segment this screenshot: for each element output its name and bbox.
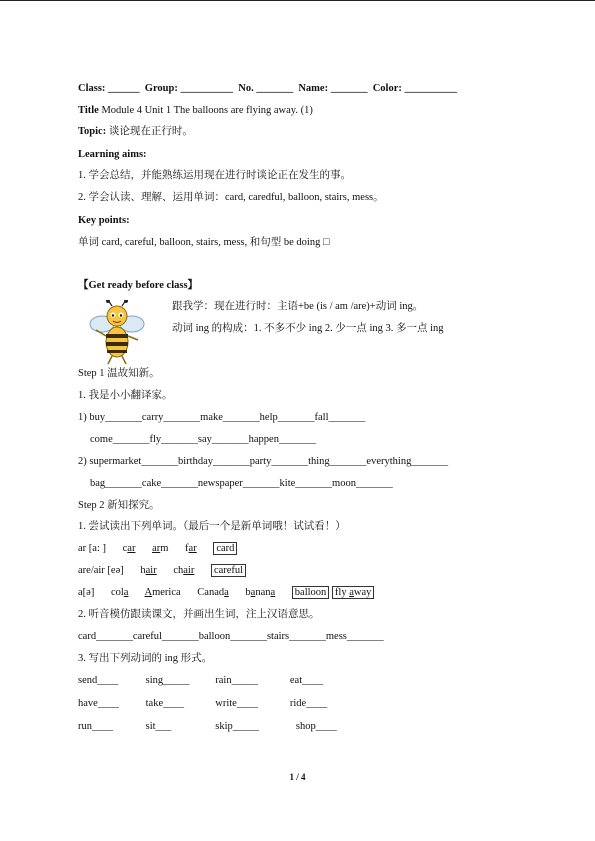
title-line <box>78 104 313 118</box>
word-canada: Canada <box>197 587 229 598</box>
sound-ar: ar [a: ] <box>78 543 106 554</box>
phonics-air-row <box>78 564 246 578</box>
learning-aim-1: 1. 学会总结，并能熟练运用现在进行时谈论正在发生的事。 <box>78 170 351 181</box>
class-field: Class: ______ <box>78 83 140 94</box>
get-ready-heading: 【Get ready before class】 <box>78 280 199 291</box>
step2-title: Step 2 新知探究。 <box>78 500 160 511</box>
sound-air: are/air [eə] <box>78 565 124 576</box>
student-info-line <box>78 82 457 96</box>
ing-item: sing_____ <box>145 675 190 686</box>
step1-row-1: 1) buy_______carry_______make_______help_______fall_______ <box>78 412 366 423</box>
topic-label: Topic: <box>78 126 107 137</box>
number-field: No. _______ <box>238 83 294 94</box>
key-points-text: 单词 card, careful, balloon, stairs, mess, 和句型 be doing □ <box>78 237 330 248</box>
new-word-careful: careful <box>211 564 246 577</box>
word-america: America <box>144 587 181 598</box>
color-field: Color: __________ <box>372 83 458 94</box>
ing-item: have____ <box>78 698 119 709</box>
new-word-fly-away: fly away <box>332 586 374 599</box>
get-ready-line-2: 动词 ing 的构成：1. 不多不少 ing 2. 少一点 ing 3. 多一点 ing <box>172 323 444 334</box>
step1-title: Step 1 温故知新。 <box>78 368 160 379</box>
ing-item: send____ <box>78 675 119 686</box>
page-top-rule <box>0 0 595 1</box>
ing-item: skip_____ <box>215 721 260 732</box>
step1-row-4: bag_______cake_______newspaper_______kite_______moon_______ <box>90 478 393 489</box>
new-word-card: card <box>213 542 237 555</box>
word-banana: banana <box>245 587 276 598</box>
word-car: car <box>122 543 136 554</box>
title-text: Module 4 Unit 1 The balloons are flying away. (1) <box>101 105 313 116</box>
word-hair: hair <box>140 565 157 576</box>
get-ready-line-1: 跟我学：现在进行时：主语+be (is / am /are)+动词 ing。 <box>172 301 424 312</box>
ing-item: sit___ <box>145 721 172 732</box>
word-cola: cola <box>110 587 129 598</box>
topic-line <box>78 125 193 139</box>
bee-cartoon-icon <box>88 300 146 366</box>
ing-item: run____ <box>78 721 113 732</box>
word-far: far <box>185 543 197 554</box>
phonics-ar-row <box>78 542 237 556</box>
step2-sub-2: 2. 听音模仿跟读课文，并画出生词，注上汉语意思。 <box>78 609 320 620</box>
ing-row-3 <box>78 720 337 734</box>
ing-item: eat____ <box>289 675 324 686</box>
sound-schwa: a[ə] <box>78 587 95 598</box>
step1-row-2: come_______fly_______say_______happen_______ <box>90 434 316 445</box>
name-field: Name: _______ <box>298 83 368 94</box>
step1-sub: 1. 我是小小翻译家。 <box>78 390 173 401</box>
learning-aim-2: 2. 学会认读、理解、运用单词：card, caredful, balloon, stairs, mess。 <box>78 192 384 203</box>
page-number: 1 / 4 <box>289 772 306 782</box>
step2-sub-3: 3. 写出下列动词的 ing 形式。 <box>78 653 213 664</box>
phonics-schwa-row <box>78 586 374 600</box>
ing-item: take____ <box>145 698 185 709</box>
ing-item: rain_____ <box>215 675 258 686</box>
learning-aims-heading: Learning aims: <box>78 149 147 160</box>
group-field: Group: __________ <box>144 83 233 94</box>
vocab-row: card_______careful_______balloon_______stairs_______mess_______ <box>78 631 384 642</box>
key-points-heading: Key points: <box>78 215 130 226</box>
ing-item: ride____ <box>289 698 328 709</box>
title-label: Title <box>78 105 99 116</box>
step1-row-3: 2) supermarket_______birthday_______party_______thing_______everything_______ <box>78 456 449 467</box>
step2-sub-1: 1. 尝试读出下列单词。（最后一个是新单词哦！试试看！） <box>78 521 346 532</box>
ing-row-2 <box>78 697 327 711</box>
topic-text: 谈论现在正行时。 <box>108 126 193 137</box>
ing-item: write____ <box>215 698 258 709</box>
ing-row-1 <box>78 674 323 688</box>
ing-item: shop____ <box>295 721 337 732</box>
word-chair: chair <box>173 565 195 576</box>
word-arm: arm <box>152 543 169 554</box>
new-word-balloon: balloon <box>292 586 330 599</box>
